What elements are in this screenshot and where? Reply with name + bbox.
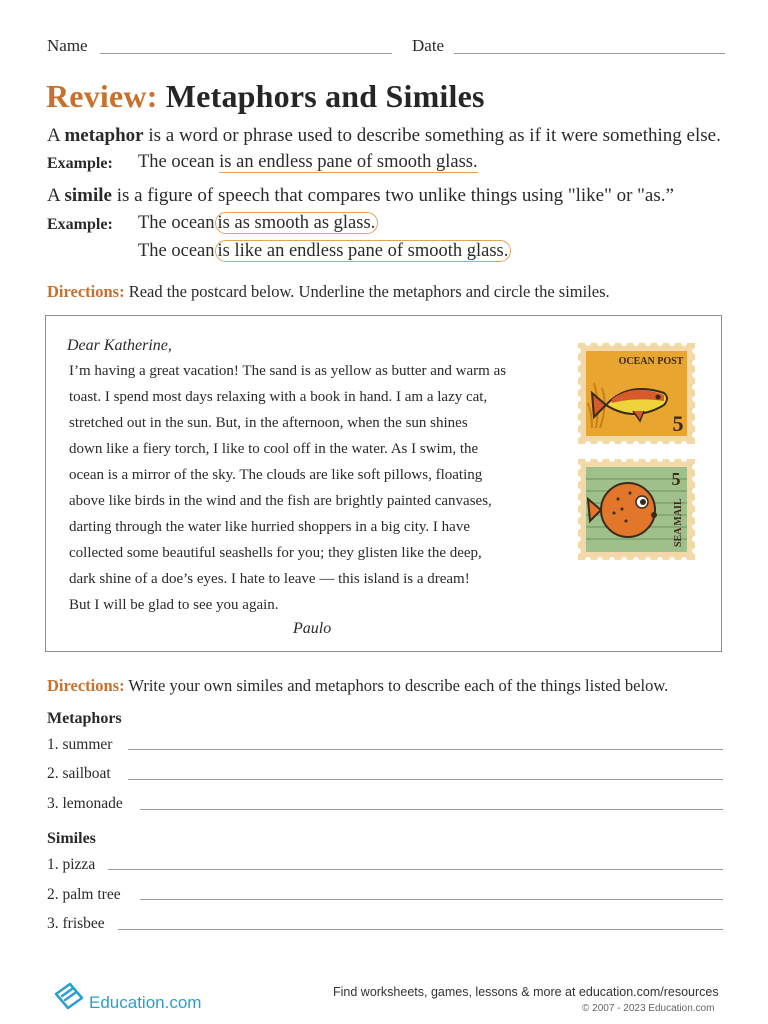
metaphor-example-lead: The ocean <box>138 152 220 172</box>
stamp2-value: 5 <box>671 469 681 489</box>
page-title <box>46 78 485 115</box>
footer-tagline: Find worksheets, games, lessons & more at education.com/resources <box>333 985 719 999</box>
metaphor-example-label: Example: <box>47 155 113 172</box>
directions-postcard <box>47 282 610 302</box>
metaphor-definition <box>47 125 721 147</box>
postcard-line: darting through the water like hurried shoppers in a big city. I have <box>69 519 470 535</box>
postcard-line: I’m having a great vacation! The sand is as yellow as butter and warm as <box>69 363 507 379</box>
metaphor-term: metaphor <box>64 125 144 146</box>
metaphor-item: 3. lemonade <box>47 795 123 812</box>
ocean-post-stamp <box>578 343 695 444</box>
simile-example-1 <box>138 213 378 234</box>
education-logo-icon <box>52 980 86 1014</box>
simile-answer-line[interactable] <box>108 869 723 870</box>
title-prefix: Review: <box>46 78 158 114</box>
simile-def-text: is a figure of speech that compares two unlike things using "like" or "as.” <box>111 185 674 206</box>
simile-item: 1. pizza <box>47 856 96 873</box>
metaphor-example-underlined: is an endless pane of smooth glass. <box>219 152 478 172</box>
simile-example-1-lead: The ocean <box>138 213 215 233</box>
postcard-line: ocean is a mirror of the sky. The clouds are like soft pillows, floating <box>69 467 483 483</box>
footer-copyright: © 2007 - 2023 Education.com <box>582 1003 715 1014</box>
metaphor-def-text: is a word or phrase used to describe something as if it were something else. <box>143 125 721 146</box>
directions-label: Directions: <box>47 676 125 695</box>
simile-definition <box>47 185 674 207</box>
simile-answer-line[interactable] <box>140 899 723 900</box>
simile-example-1-circled: is as smooth as glass. <box>215 212 379 234</box>
name-field[interactable] <box>100 53 392 54</box>
postcard-line: toast. I spend most days relaxing with a book in hand. I am a lazy cat, <box>69 389 488 405</box>
directions-text: Read the postcard below. Underline the metaphors and circle the similes. <box>124 282 610 301</box>
simile-example-2-circled: is like an endless pane of smooth glass. <box>215 240 512 262</box>
sea-mail-stamp <box>578 459 695 560</box>
simile-def-article: A <box>47 185 65 206</box>
directions-text: Write your own similes and metaphors to describe each of the things listed below. <box>124 676 669 695</box>
postcard-line: collected some beautiful seashells for you; they glisten like the deep, <box>69 545 482 561</box>
simile-answer-line[interactable] <box>118 929 723 930</box>
postcard-salutation: Dear Katherine, <box>67 337 172 354</box>
metaphor-example <box>138 152 478 173</box>
name-label: Name <box>47 36 88 55</box>
education-logo-text: Education.com <box>89 993 202 1012</box>
simile-example-2-lead: The ocean <box>138 241 215 261</box>
simile-example-label: Example: <box>47 216 113 233</box>
similes-heading: Similes <box>47 830 96 847</box>
directions-label: Directions: <box>47 282 125 301</box>
stamp2-label: SEA MAIL <box>673 498 684 547</box>
simile-item: 3. frisbee <box>47 915 105 932</box>
metaphor-answer-line[interactable] <box>140 809 723 810</box>
date-field[interactable] <box>454 53 725 54</box>
postcard-line: above like birds in the wind and the fish are brightly painted canvases, <box>69 493 492 509</box>
date-label: Date <box>412 36 445 55</box>
simile-example-2 <box>138 241 511 262</box>
metaphor-def-article: A <box>47 125 65 146</box>
metaphors-heading: Metaphors <box>47 710 122 727</box>
postcard-signature: Paulo <box>293 620 332 637</box>
metaphor-answer-line[interactable] <box>128 779 723 780</box>
postcard-line: But I will be glad to see you again. <box>69 597 279 613</box>
postcard-line: dark shine of a doe’s eyes. I hate to leave — this island is a dream! <box>69 571 470 587</box>
directions-write <box>47 676 668 696</box>
metaphor-item: 2. sailboat <box>47 765 111 782</box>
simile-term: simile <box>64 185 112 206</box>
metaphor-answer-line[interactable] <box>128 749 723 750</box>
metaphor-item: 1. summer <box>47 736 113 753</box>
stamp1-value: 5 <box>672 411 684 436</box>
title-main: Metaphors and Similes <box>165 78 485 114</box>
stamp1-label: OCEAN POST <box>618 356 684 367</box>
postcard-line: down like a fiery torch, I like to cool off in the water. As I swim, the <box>69 441 479 457</box>
postcard-line: stretched out in the sun. But, in the afternoon, when the sun shines <box>69 415 468 431</box>
simile-item: 2. palm tree <box>47 886 121 903</box>
